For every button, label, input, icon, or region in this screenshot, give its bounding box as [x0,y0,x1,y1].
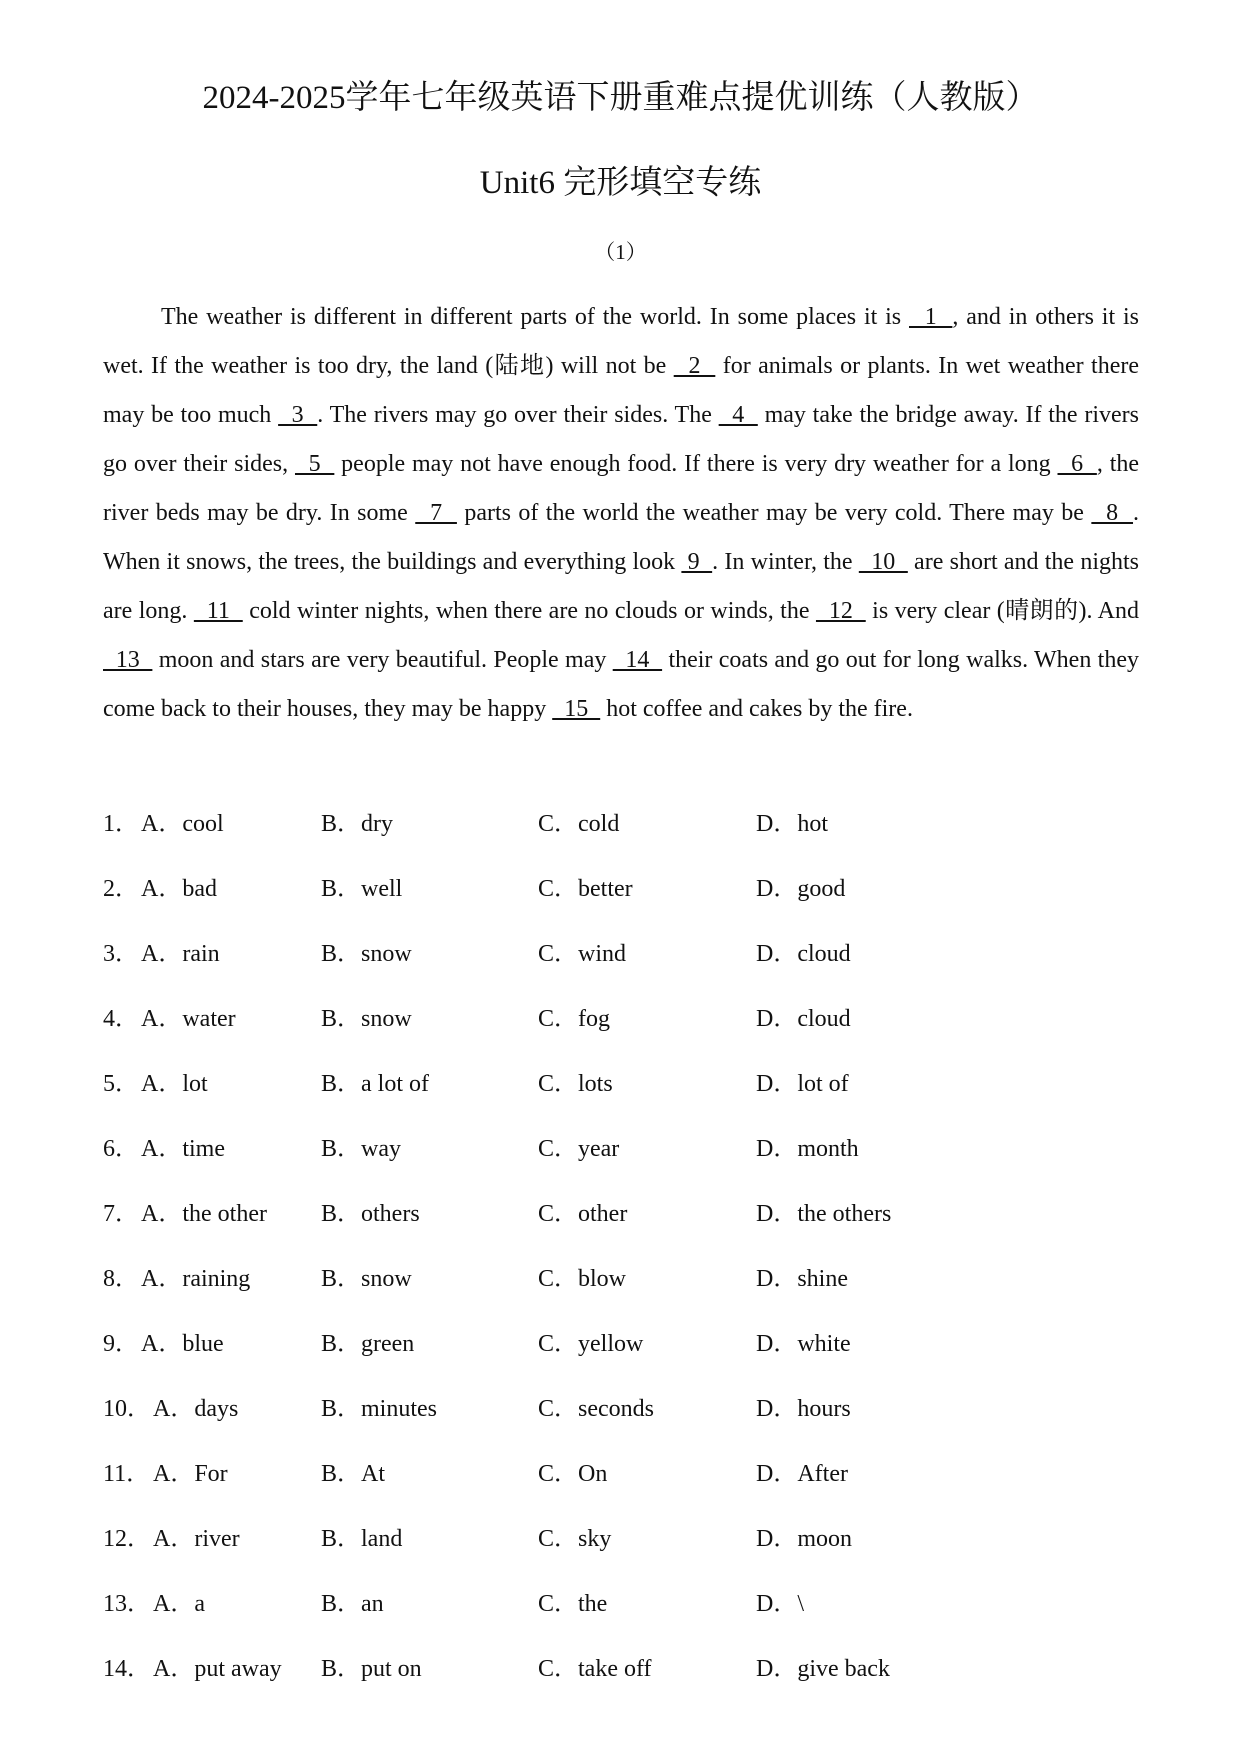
option-a: A．cool [141,811,224,837]
option-b: B．an [321,1591,384,1617]
blank-6: 6 [1057,451,1097,477]
option-a: A．rain [141,941,220,967]
option-a: A．raining [141,1266,251,1292]
option-b: B．others [321,1201,420,1227]
option-a: A．blue [141,1331,224,1357]
document-title: 2024-2025学年七年级英语下册重难点提优训练（人教版） [202,80,1039,116]
question-row-1 [103,798,1139,863]
question-number: 13． [103,1591,151,1617]
blank-7: 7 [415,500,457,526]
option-d: D．After [756,1461,848,1487]
blank-4: 4 [718,402,758,428]
document-subtitle: Unit6 完形填空专练 [479,165,762,201]
option-c: C．cold [538,811,620,837]
option-d: D．give back [756,1656,890,1682]
passage-text: their coats and go out for long walks. When they come back to their houses, they may be happy [103,647,1140,722]
answer-options [103,798,1139,1708]
option-a: A．time [141,1136,225,1162]
passage-text: . The rivers may go over their sides. The [317,402,719,428]
option-c: C．fog [538,1006,610,1032]
question-row-6 [103,1123,1139,1188]
question-number: 7． [103,1201,139,1227]
passage-text: . When it snows, the trees, the buildings and everything look [103,500,1140,575]
option-c: C．the [538,1591,608,1617]
option-b: B．land [321,1526,403,1552]
question-row-9 [103,1318,1139,1383]
option-b: B．snow [321,1006,412,1032]
blank-13: 13 [103,647,153,673]
option-c: C．year [538,1136,620,1162]
option-c: C．wind [538,941,627,967]
option-b: B．put on [321,1656,422,1682]
question-number: 1． [103,811,139,837]
passage-paragraph [103,293,1139,734]
option-d: D．month [756,1136,859,1162]
option-a: A．bad [141,876,217,902]
option-c: C．better [538,876,633,902]
blank-5: 5 [294,451,335,477]
passage-text: The weather is different in different parts of the world. In some places it is [161,304,909,330]
cloze-passage [103,293,1139,734]
option-a: A．river [153,1526,240,1552]
question-row-5 [103,1058,1139,1123]
option-d: D．lot of [756,1071,849,1097]
question-row-8 [103,1253,1139,1318]
option-c: C．other [538,1201,628,1227]
option-a: A．put away [153,1656,282,1682]
question-row-10 [103,1383,1139,1448]
option-c: C．lots [538,1071,613,1097]
option-d: D．good [756,876,846,902]
option-b: B．way [321,1136,401,1162]
option-b: B．green [321,1331,415,1357]
option-a: A．lot [141,1071,208,1097]
option-b: B．well [321,876,403,902]
passage-text: are short and the nights are long. [103,549,1140,624]
option-b: B．a lot of [321,1071,429,1097]
blank-9: 9 [681,549,713,575]
blank-3: 3 [278,402,318,428]
question-number: 11． [103,1461,151,1487]
question-number: 4． [103,1006,139,1032]
option-c: C．yellow [538,1331,644,1357]
blank-8: 8 [1091,500,1134,526]
option-a: A．days [153,1396,239,1422]
question-row-3 [103,928,1139,993]
option-a: A．water [141,1006,236,1032]
option-d: D．white [756,1331,851,1357]
passage-text: for animals or plants. In wet weather there may be too much [103,353,1140,428]
passage-text: , the river beds may be dry. In some [103,451,1140,526]
question-number: 12． [103,1526,151,1552]
blank-11: 11 [193,598,243,624]
question-row-2 [103,863,1139,928]
blank-1: 1 [909,304,953,330]
question-number: 3． [103,941,139,967]
option-d: D．cloud [756,1006,851,1032]
section-number: （1） [594,240,647,264]
passage-text: . In winter, the [712,549,859,575]
passage-text: , and in others it is wet. If the weather is too dry, the land (陆地) will not be [103,304,1139,379]
passage-text: hot coffee and cakes by the fire. [600,696,913,722]
option-d: D．hours [756,1396,851,1422]
question-row-14 [103,1643,1139,1708]
option-b: B．At [321,1461,386,1487]
question-row-12 [103,1513,1139,1578]
option-b: B．snow [321,1266,412,1292]
passage-text: may take the bridge away. If the rivers go over their sides, [103,402,1140,477]
question-number: 6． [103,1136,139,1162]
passage-text: parts of the world the weather may be very cold. There may be [456,500,1092,526]
question-number: 5． [103,1071,139,1097]
blank-14: 14 [612,647,663,673]
question-number: 10． [103,1396,151,1422]
question-row-13 [103,1578,1139,1643]
option-d: D．\ [756,1591,804,1617]
option-d: D．moon [756,1526,852,1552]
option-c: C．blow [538,1266,627,1292]
passage-text: cold winter nights, when there are no clouds or winds, the [242,598,816,624]
blank-12: 12 [815,598,866,624]
option-a: A．a [153,1591,205,1617]
option-b: B．dry [321,811,393,837]
option-b: B．minutes [321,1396,438,1422]
passage-text: moon and stars are very beautiful. People may [152,647,613,673]
question-row-11 [103,1448,1139,1513]
question-number: 9． [103,1331,139,1357]
option-a: A．For [153,1461,228,1487]
question-row-7 [103,1188,1139,1253]
option-b: B．snow [321,941,412,967]
option-c: C．seconds [538,1396,654,1422]
question-row-4 [103,993,1139,1058]
option-a: A．the other [141,1201,267,1227]
passage-text: people may not have enough food. If there is very dry weather for a long [334,451,1058,477]
option-d: D．cloud [756,941,851,967]
option-c: C．sky [538,1526,612,1552]
question-number: 2． [103,876,139,902]
option-c: C．On [538,1461,608,1487]
blank-15: 15 [552,696,601,722]
option-d: D．hot [756,811,828,837]
blank-2: 2 [673,353,716,379]
question-number: 8． [103,1266,139,1292]
passage-text: is very clear (晴朗的). And [865,598,1139,624]
option-d: D．the others [756,1201,892,1227]
option-c: C．take off [538,1656,652,1682]
question-number: 14． [103,1656,151,1682]
option-d: D．shine [756,1266,848,1292]
blank-10: 10 [858,549,908,575]
